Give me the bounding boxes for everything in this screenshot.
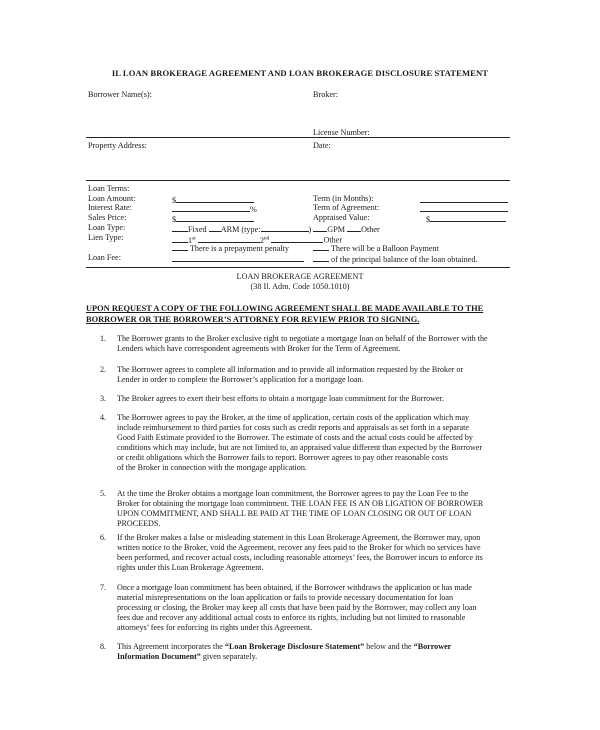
loan-terms-label: Loan Terms: bbox=[88, 184, 130, 193]
principal-balance-label: of the principal balance of the loan obtained. bbox=[331, 255, 478, 264]
gpm-label: GPM bbox=[327, 225, 346, 234]
item-text-line: or credit obligations which the Borrower fails to report. Borrower agrees to pay other reasonable costs bbox=[117, 453, 448, 463]
property-address-label: Property Address: bbox=[88, 141, 147, 150]
gpm-checkbox[interactable] bbox=[313, 223, 327, 232]
lien-type-label: Lien Type: bbox=[88, 233, 124, 242]
item-text-line: UPON COMMITMENT, AND SHALL BE PAID AT THE TIME OF LOAN CLOSING OR OUT OF LOAN bbox=[117, 509, 472, 519]
term-months-label: Term (in Months): bbox=[313, 194, 374, 203]
prepayment-label: There is a prepayment penalty bbox=[189, 244, 290, 253]
agreement-heading: LOAN BROKERAGE AGREEMENT bbox=[236, 272, 364, 281]
other-lien-label: Other bbox=[323, 235, 343, 245]
term-agreement-label: Term of Agreement: bbox=[313, 203, 380, 212]
divider-line bbox=[86, 180, 510, 181]
item-text bbox=[117, 489, 517, 529]
item-text-line: The Borrower agrees to pay the Broker, at the time of application, certain costs of the application which may bbox=[117, 413, 470, 422]
term-agreement-line bbox=[420, 203, 508, 212]
item-text bbox=[117, 533, 517, 573]
item-text-line: The Borrower agrees to complete all information and to provide all information requested by the Broker or bbox=[117, 365, 464, 374]
item-number: 1. bbox=[100, 334, 107, 343]
item-text-line: Good Faith Estimate provided to the Borrower. The estimate of costs and the actual costs could be affected by bbox=[117, 433, 473, 443]
loan-amount-blank bbox=[176, 194, 254, 203]
other-checkbox[interactable] bbox=[347, 223, 361, 232]
item-text-line: Lenders which have correspondent agreements with Broker for the Term of Agreement. bbox=[117, 344, 401, 354]
borrower-names-label: Borrower Name(s): bbox=[88, 90, 152, 99]
dollar-sign: $ bbox=[172, 215, 177, 224]
item-text-line: Once a mortgage loan commitment has been obtained, if the Borrower withdraws the application or has made bbox=[117, 583, 472, 592]
item-number: 3. bbox=[100, 394, 107, 403]
item-text-line: been performed, and recover actual costs, including reasonable attorneys’ fees, the Borrower incurs to enforce its bbox=[117, 553, 483, 563]
item-text bbox=[117, 583, 517, 633]
sales-price-label: Sales Price: bbox=[88, 213, 127, 222]
interest-rate-blank bbox=[172, 203, 250, 212]
item-text bbox=[117, 413, 517, 474]
item-text-line: written notice to the Broker, void the Agreement, recover any fees paid to the Broker for which no services have bbox=[117, 543, 481, 553]
item-text-line: fees due and recover any additional actual costs to enforce its rights, including but not limited to reasonable bbox=[117, 613, 466, 623]
disclosure-statement-ref: “Loan Brokerage Disclosure Statement” bbox=[224, 642, 365, 651]
notice-line-2: BORROWER OR THE BORROWER’S ATTORNEY FOR REVIEW PRIOR TO SIGNING. bbox=[86, 315, 420, 324]
item-number: 5. bbox=[100, 489, 107, 498]
item-number: 2. bbox=[100, 365, 107, 374]
item-text bbox=[117, 334, 517, 354]
dollar-sign: $ bbox=[172, 196, 177, 205]
item-text bbox=[117, 365, 517, 385]
item8-text-1: This Agreement incorporates the bbox=[117, 642, 225, 651]
borrower-ref: “Borrower bbox=[413, 642, 452, 651]
item-text-line: attorneys’ fees for enforcing its rights under this Agreement. bbox=[117, 623, 313, 633]
item-number: 7. bbox=[100, 583, 107, 592]
loan-fee-line bbox=[172, 253, 304, 262]
first-lien-label: 1st bbox=[188, 235, 196, 245]
broker-label: Broker: bbox=[313, 90, 339, 99]
arm-close-paren: ) bbox=[308, 225, 312, 234]
term-months-line bbox=[420, 194, 508, 203]
principal-balance-blank[interactable] bbox=[313, 253, 329, 262]
item-text-line: include reimbursement to third parties for costs such as credit reports and appraisals as set forth in a separate bbox=[117, 423, 469, 433]
sales-price-blank bbox=[176, 213, 254, 222]
prepayment-checkbox[interactable] bbox=[172, 242, 188, 251]
date-label: Date: bbox=[313, 141, 331, 150]
item-text-line: of the Broker in connection with the mortgage application. bbox=[117, 463, 307, 473]
item-text-line: At the time the Broker obtains a mortgage loan commitment, the Borrower agrees to pay the Loan Fee to the bbox=[117, 489, 469, 498]
item-number: 6. bbox=[100, 533, 107, 542]
agreement-citation: (38 Il. Adm. Code 1050.1010) bbox=[250, 282, 350, 291]
arm-label: ARM (type: bbox=[220, 225, 261, 234]
item-number: 4. bbox=[100, 413, 107, 422]
arm-type-blank[interactable] bbox=[261, 223, 309, 232]
item8-text-2: below and the bbox=[364, 642, 414, 651]
second-lien-label: 2nd bbox=[259, 235, 270, 245]
divider-line bbox=[86, 137, 510, 138]
item-text-line: Lender in order to complete the Borrower’s application for a mortgage loan. bbox=[117, 375, 364, 385]
loan-type-label: Loan Type: bbox=[88, 223, 126, 232]
item-text-line: material misrepresentations on the loan application or fails to provide necessary documentation for loan bbox=[117, 593, 454, 603]
item-number: 8. bbox=[100, 642, 107, 651]
balloon-label: There will be a Balloon Payment bbox=[330, 244, 439, 253]
item-text bbox=[117, 642, 517, 662]
arm-checkbox[interactable] bbox=[209, 223, 221, 232]
other-label: Other bbox=[361, 225, 380, 234]
information-document-ref: Information Document” bbox=[117, 652, 201, 662]
item-text-line: Broker for obtaining the mortgage loan commitment. THE LOAN FEE IS AN OB LIGATION OF BORROWER bbox=[117, 499, 484, 509]
item-text-line: conditions which may include, but are not limited to, an appraised value different than expected by the Borrower bbox=[117, 443, 483, 453]
item-text-line: The Borrower grants to the Broker exclusive right to negotiate a mortgage loan on behalf of the Borrower with the bbox=[117, 334, 488, 343]
item-text-line: PROCEEDS. bbox=[117, 519, 161, 529]
item-text bbox=[117, 394, 517, 404]
document-title: IL LOAN BROKERAGE AGREEMENT AND LOAN BROKERAGE DISCLOSURE STATEMENT bbox=[111, 68, 489, 78]
license-number-label: License Number: bbox=[313, 128, 370, 137]
loan-amount-label: Loan Amount: bbox=[88, 194, 136, 203]
loan-fee-blank[interactable] bbox=[172, 253, 304, 265]
item-text-line: rights under this Loan Brokerage Agreement. bbox=[117, 563, 264, 573]
appraised-value-blank bbox=[430, 213, 506, 222]
item-text-line: The Broker agrees to exert their best efforts to obtain a mortgage loan commitment for the Borrower. bbox=[117, 394, 444, 403]
item8-text-3: given separately. bbox=[200, 652, 258, 662]
notice-line-1: UPON REQUEST A COPY OF THE FOLLOWING AGREEMENT SHALL BE MADE AVAILABLE TO THE bbox=[86, 304, 484, 313]
loan-fee-label: Loan Fee: bbox=[88, 253, 121, 262]
appraised-value-field[interactable] bbox=[426, 213, 506, 225]
principal-balance-option bbox=[313, 253, 477, 265]
item-text-line: If the Broker makes a false or misleading statement in this Loan Brokerage Agreement, the Borrower may, upon bbox=[117, 533, 481, 542]
dollar-sign: $ bbox=[426, 215, 431, 224]
divider-line bbox=[86, 267, 510, 268]
interest-rate-label: Interest Rate: bbox=[88, 203, 132, 212]
item-text-line: processing or closing, the Broker may keep all costs that have been paid by the Borrower, may collect any loan bbox=[117, 603, 477, 613]
balloon-checkbox[interactable] bbox=[313, 242, 329, 251]
fixed-label: Fixed bbox=[188, 225, 207, 234]
fixed-checkbox[interactable] bbox=[172, 223, 188, 232]
appraised-value-label: Appraised Value: bbox=[313, 213, 370, 222]
percent-sign: % bbox=[250, 205, 257, 214]
